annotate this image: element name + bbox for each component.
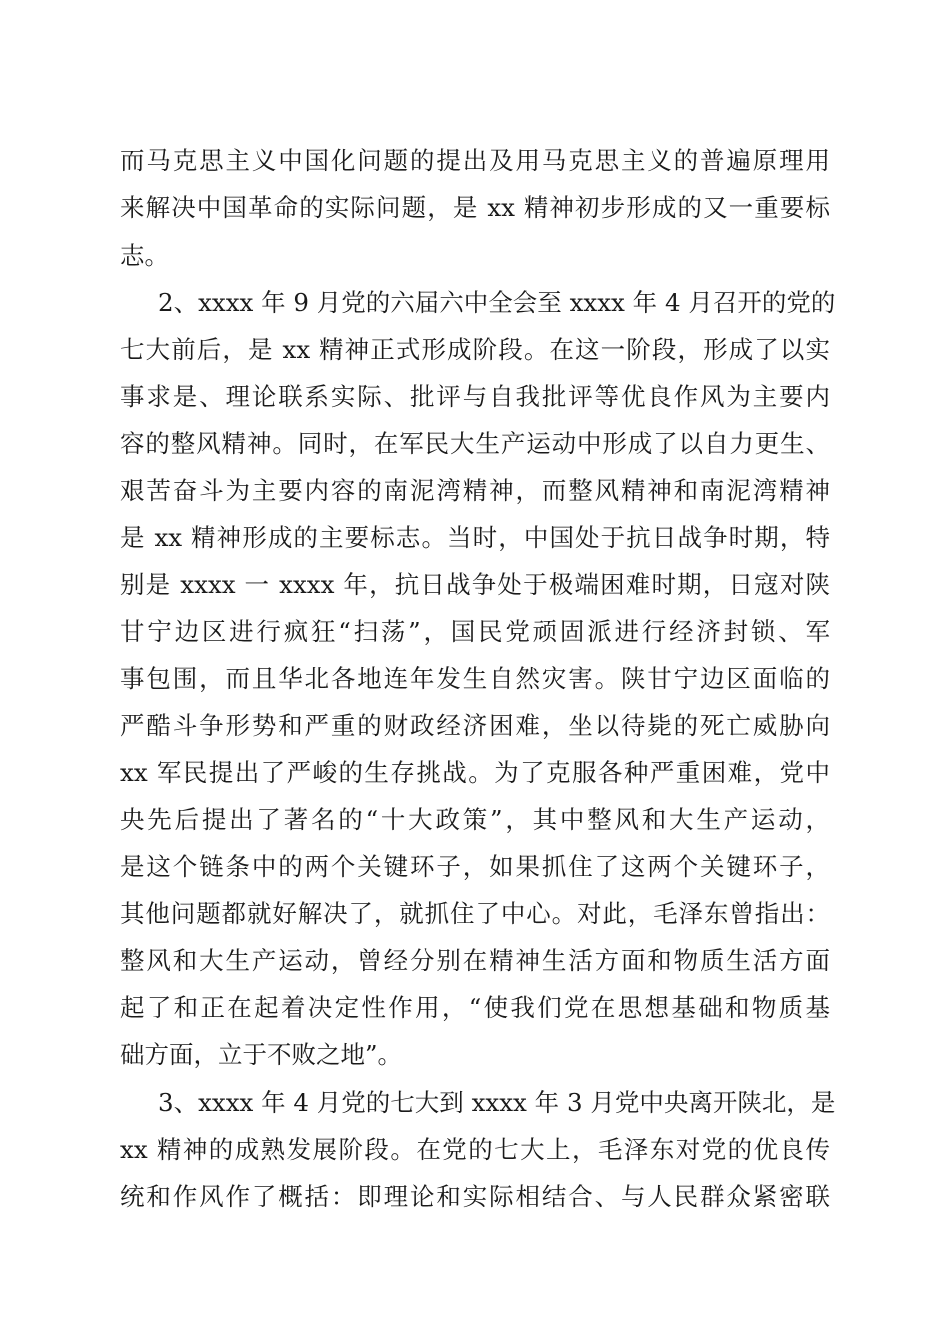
paragraph-start-line: 3、xxxx 年 4 月党的七大到 xxxx 年 3 月党中央离开陕北，是 <box>158 1088 836 1117</box>
text-line: 志。 <box>120 241 169 270</box>
text-line: 七大前后，是 xx 精神正式形成阶段。在这一阶段，形成了以实 <box>120 335 830 364</box>
text-line: 容的整风精神。同时，在军民大生产运动中形成了以自力更生、 <box>120 429 830 458</box>
text-line: xx 精神的成熟发展阶段。在党的七大上，毛泽东对党的优良传 <box>120 1135 830 1164</box>
text-line: 整风和大生产运动，曾经分别在精神生活方面和物质生活方面 <box>120 946 830 975</box>
text-line: 而马克思主义中国化问题的提出及用马克思主义的普遍原理用 <box>120 146 830 175</box>
text-line: 艰苦奋斗为主要内容的南泥湾精神，而整风精神和南泥湾精神 <box>120 476 830 505</box>
text-line: 央先后提出了著名的“十大政策”，其中整风和大生产运动， <box>120 805 830 834</box>
text-line: 事求是、理论联系实际、批评与自我批评等优良作风为主要内 <box>120 382 830 411</box>
text-line: 是这个链条中的两个关键环子，如果抓住了这两个关键环子， <box>120 852 830 881</box>
text-line: 是 xx 精神形成的主要标志。当时，中国处于抗日战争时期，特 <box>120 523 830 552</box>
text-line: 来解决中国革命的实际问题，是 xx 精神初步形成的又一重要标 <box>120 193 830 222</box>
text-line: 起了和正在起着决定性作用，“使我们党在思想基础和物质基 <box>120 993 830 1022</box>
text-line: xx 军民提出了严峻的生存挑战。为了克服各种严重困难，党中 <box>120 758 830 787</box>
text-line: 严酷斗争形势和严重的财政经济困难，坐以待毙的死亡威胁向 <box>120 711 830 740</box>
text-line: 其他问题都就好解决了，就抓住了中心。对此，毛泽东曾指出： <box>120 899 830 928</box>
paragraph-start-line: 2、xxxx 年 9 月党的六届六中全会至 xxxx 年 4 月召开的党的 <box>158 288 836 317</box>
text-line: 础方面，立于不败之地”。 <box>120 1040 403 1069</box>
text-line: 统和作风作了概括：即理论和实际相结合、与人民群众紧密联 <box>120 1182 830 1211</box>
text-line: 事包围，而且华北各地连年发生自然灾害。陕甘宁边区面临的 <box>120 664 830 693</box>
text-line: 别是 xxxx 一 xxxx 年，抗日战争处于极端困难时期，日寇对陕 <box>120 570 830 599</box>
text-line: 甘宁边区进行疯狂“扫荡”，国民党顽固派进行经济封锁、军 <box>120 617 830 646</box>
